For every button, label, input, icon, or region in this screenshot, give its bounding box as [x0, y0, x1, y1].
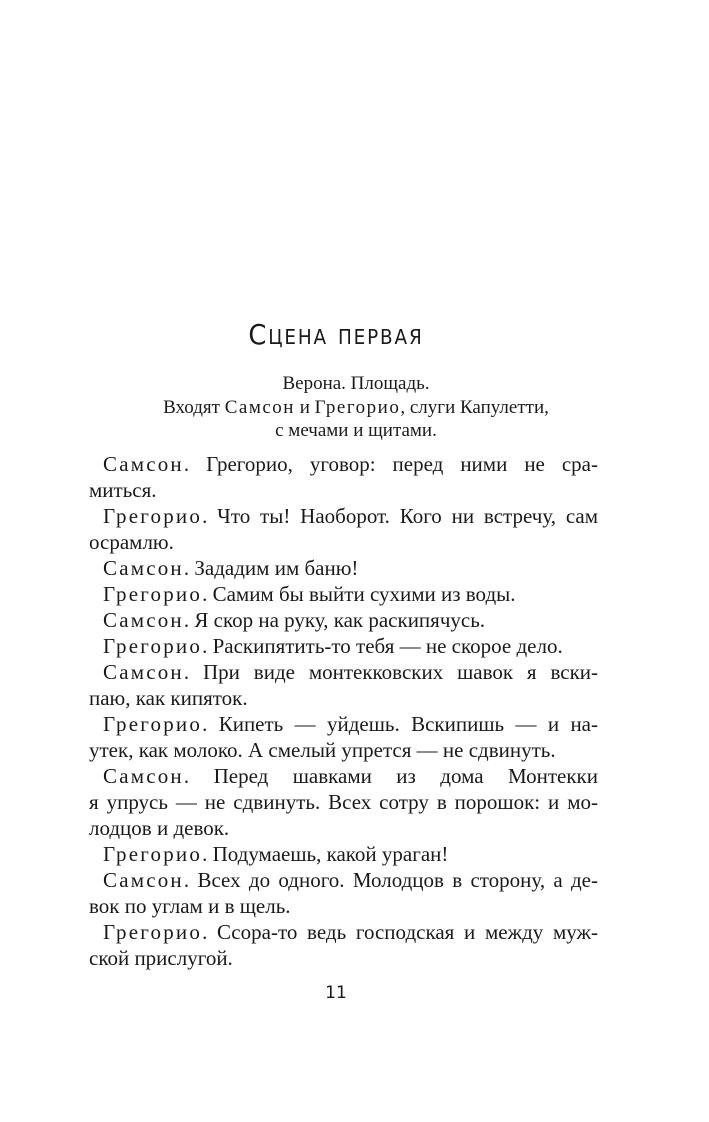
speaker-name: Самсон	[103, 452, 184, 476]
speech-text: Зададим им баню!	[194, 556, 359, 580]
dialogue-paragraph	[89, 919, 599, 971]
dialogue-paragraph	[103, 607, 598, 633]
stage-character-gregorio: Грегорио	[314, 396, 401, 418]
stage-text: и	[294, 396, 315, 418]
speech-text: Я скор на руку, как раскипячусь.	[194, 608, 486, 632]
dialogue-line: паю, как кипяток.	[89, 686, 248, 710]
stage-text: , слуги Капулетти,	[400, 396, 549, 418]
speaker-name: Самсон	[103, 764, 184, 788]
dialogue-line: лодцов и девок.	[89, 816, 230, 840]
dialogue-paragraph	[103, 841, 598, 867]
dialogue-line: я упрусь — не сдвинуть. Всех сотру в порошок: и мо-	[89, 790, 598, 814]
speech-text: Перед шавками из дома Монтекки	[213, 764, 598, 788]
dialogue-body	[89, 451, 599, 971]
speech-text: Всех до одного. Молодцов в сторону, а де-	[197, 868, 598, 892]
speaker-name: Грегорио	[103, 712, 203, 736]
dialogue-paragraph	[89, 711, 598, 763]
speech-text: Раскипятить-то тебя — не скорое дело.	[212, 634, 563, 658]
dialogue-line: Самсон. Грегорио, уговор: перед ними не сра-	[103, 452, 599, 476]
stage-direction-line-3: с мечами и щитами.	[275, 420, 437, 441]
dialogue-paragraph	[103, 555, 598, 581]
scene-title: Сцена первая	[248, 318, 424, 351]
speech-text: Кипеть — уйдешь. Вскипишь — и на-	[218, 712, 598, 736]
dialogue-paragraph	[89, 659, 599, 711]
stage-direction	[0, 372, 709, 443]
speech-text: При виде монтекковских шавок я вски-	[203, 660, 599, 684]
speech-text: Что ты! Наоборот. Кого ни встречу, сам	[217, 504, 599, 528]
speaker-name: Грегорио	[103, 920, 203, 944]
dialogue-line: Грегорио. Кипеть — уйдешь. Вскипишь — и на-	[103, 712, 598, 736]
dialogue-paragraph	[89, 867, 598, 919]
speaker-name: Грегорио	[103, 582, 203, 606]
dialogue-line: утек, как молоко. А смелый упрется — не сдвинуть.	[89, 738, 556, 762]
stage-character-samson: Самсон	[224, 396, 295, 418]
speech-text: Подумаешь, какой ураган!	[212, 842, 449, 866]
dialogue-line: вок по углам и в щель.	[89, 894, 291, 918]
dialogue-paragraph	[103, 633, 598, 659]
dialogue-paragraph	[89, 763, 598, 841]
dialogue-line: Самсон. Зададим им баню!	[103, 556, 359, 580]
dialogue-line: ской прислугой.	[89, 946, 233, 970]
dialogue-line: Самсон. Я скор на руку, как раскипячусь.	[103, 608, 486, 632]
speaker-name: Самсон	[103, 608, 184, 632]
speech-text: Ссора-то ведь господская и между муж-	[217, 920, 599, 944]
dialogue-line: Самсон. Перед шавками из дома Монтекки	[103, 764, 598, 788]
dialogue-line: Грегорио. Подумаешь, какой ураган!	[103, 842, 449, 866]
dialogue-line: Грегорио. Что ты! Наоборот. Кого ни встречу, сам	[103, 504, 599, 528]
dialogue-line: Самсон. Всех до одного. Молодцов в сторону, а де-	[103, 868, 598, 892]
speaker-name: Грегорио	[103, 504, 203, 528]
speaker-name: Грегорио	[103, 842, 203, 866]
dialogue-line: Самсон. При виде монтекковских шавок я вски-	[103, 660, 599, 684]
dialogue-line: миться.	[89, 478, 157, 502]
dialogue-paragraph	[103, 581, 598, 607]
stage-direction-line-2	[0, 396, 709, 420]
stage-text: Входят	[163, 396, 225, 418]
dialogue-line: Грегорио. Раскипятить-то тебя — не скорое дело.	[103, 634, 563, 658]
dialogue-line: Грегорио. Самим бы выйти сухими из воды.	[103, 582, 516, 606]
dialogue-line: Грегорио. Ссора-то ведь господская и между муж-	[103, 920, 599, 944]
speaker-name: Самсон	[103, 660, 184, 684]
stage-direction-line-1: Верона. Площадь.	[282, 373, 430, 394]
speech-text: Самим бы выйти сухими из воды.	[212, 582, 516, 606]
dialogue-paragraph	[89, 451, 599, 503]
speaker-name: Грегорио	[103, 634, 203, 658]
dialogue-paragraph	[89, 503, 599, 555]
speaker-name: Самсон	[103, 556, 184, 580]
speech-text: Грегорио, уговор: перед ними не сра-	[206, 452, 599, 476]
speaker-name: Самсон	[103, 868, 184, 892]
dialogue-line: осрамлю.	[89, 530, 174, 554]
page-number: 11	[325, 983, 347, 1003]
